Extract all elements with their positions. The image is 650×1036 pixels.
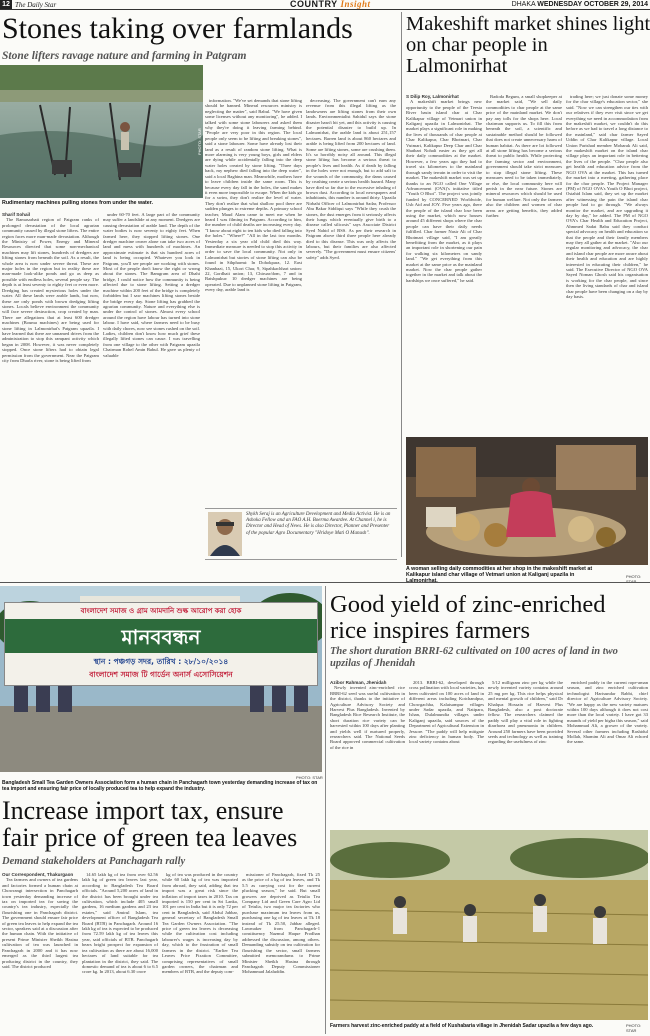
section-title [290, 0, 371, 9]
article2-byline: S Dilip Roy, Lalmonirhat [406, 94, 459, 99]
article3-text-2: 14.65 lakh kg of tea from over 62.56 lakh kg of green tea leaves last year, according to Bangladesh Tea Board officials. "Around 5,200 acres of land in the district has been brought under tea cultivation, which include 405 small gardens, 16 medium gardens and 23 tea estates," said Amirul Islam, tea development officer of Bangladesh Tea Board (BTB) in Panchagarh. Around 16 lakh kg of tea is expected to be produced from 72.59 lakh kg of tea leaves this year, said officials of BTB. Panchagarh bears bright prospect for expansion of tea cultivation as there are about 16,000 hectares of land suitable for tea plantation in the district, they said. The domestic demand of tea is about 6 to 6.5 crore kg. In 2013, about 6.30 crore [82, 872, 158, 975]
banner-main-text: মানববন্ধন [121, 625, 201, 649]
article2-col3 [566, 94, 648, 434]
article2-col2 [486, 94, 562, 434]
article4-headline: Good yield of zinc-enriched rice inspires farmers [330, 591, 606, 644]
banner-footer-text: বাংলাদেশ সমাজ টি গার্ডেন অনার্স এসোসিয়েশন [89, 670, 233, 679]
article1-text-3: information. "We've set demands that stone lifting should be banned. Mineral resources ministry is neglecting the matter", said Babul. "We have given some licenses without any monitoring", he added. I talked with some stone labourers and asked them why they're doing it leaving farming behind. "People are very poor in this region. The local people only seem to be lifting and breaking stones", said a stone labourer. Some have already lost their land as a result of random stone lifting. What is more alarming is very young boys, girls and elders are dying while accidentally falling into the deep water holes created by stone lifting. "Three days back, my nephew died falling into the deep water", said a local Baghina man. Meanwhile, mothers have to leave children inside the same room. This is because every day fall in the holes, the sand makes it even more impossible to escape. When the kids go for a swim, they don't realize the level of water. They don't realize that what shallow pool there are sudden plunges to extreme depths. A primary school teacher, Maud Alam came to meet me when he heard I was filming in Patgram. According to him, the number of child deaths are increasing every day. "I know about eight to ten kids who died falling into the holes." "Where?" "All in the last two months. Yesterday a six year old child died this way. Immediate measure is needed to stop this activity in order to save the local community. Not only in Lalmonirhat but stories of stone lifting can also be found in Sihpharmi: In Dohokpara, 12. East Khanbazi, 15, Ukori Char, 9, Sipahkachhari union: 22, Gordhaii union; 13, Chiruar/dom, 7 and in Baishpukur: 10 dredger machines are being operated. Due to unplanned stone lifting in Patgram, every day, arable land is [205, 98, 302, 293]
article3-col4 [242, 872, 320, 1034]
article2-text-1: A makeshift market brings new opportunity to the people of the Teesta River basin island char at Char Kalikapur village of Vetmari union in Kaliganj upazila in Lalmonirhat. The market plays a significant role in making the lives of thousands of char people at Char Kalikapur, Char Bhotmari, Char Vutmari, Kalikapur Deep Char and Char Shatbari Nohali easier as they get all their daily commodities at the market. However, a few years ago they had to travel six kilometres to the mainland through sandy terrain in order to visit the market. The makeshift market was set up thanks to an NGO called One Village Advancement (OVA)'s initiative titled "Youth O Bhoi". The project was jointly funded by CONCERNED Worldwide, Usb Aid and JOY. Five years ago, there the people of the island char lose been using the market, which now houses around 45 different shops where the char people can have their daily needs fulfilled. Char farmer Nasir Ali of Char Bhotmari village said, "I am greatly benefitting from the market, as it plays an important role in shortening our pain for walking six kilometres on sandy land." "We get everything from this market at the same price as the mainland market. Now the char people gather together in the market and talk about the hardships we once suffered," he said. [406, 99, 482, 283]
section-divider [0, 582, 650, 583]
paper-name: The Daily Star [15, 1, 57, 9]
article1-photo-credit: PHOTO: STAR [197, 128, 202, 155]
article3-photo-credit: PHOTO: STAR [296, 775, 323, 780]
article4-text-1: Newly invented zinc-enriched rice BRRI-62 seed was useful cultivation in the district, thanks to the initiative of Agriculture Advisory Society and Harvest Plus Bangladesh. Invented by Bangladesh Rice Research Institute, the short duration rice variety can be harvested within 100 days after planting and yields well if nurtured properly, researchers said. The National Seeds Board approved commercial cultivation of the rice in [330, 685, 405, 750]
article3-text-1: Tea farmers and owners of tea gardens and factories formed a human chain at Chowrangi intersection in Panchagarh town yesterday demanding increase of tax on imported tea for saving the country's tea industry, especially the flourishing one in Panchagarh district. The government should ensure fair price of green tea leaves to help expand the tea sector, speakers said at a discussion after the human chain. With the initiative of present Prime Minister Sheikh Hasina cultivation of tea was launched in Panchagarh in 2000 and it has now emerged as the third largest tea producing district in the country, they said. The district produced [2, 877, 78, 969]
section-name: COUNTRY [290, 0, 338, 9]
article3-subhead: Demand stakeholders at Panchagarh rally [2, 856, 186, 867]
article1-col3 [205, 98, 302, 670]
article2-caption: A woman selling daily commodities at her shop in the makeshift market at Kalikapur island char village of Vetmari union at Kaliganj upazila in [406, 566, 593, 579]
banner [4, 602, 318, 686]
article2-headline: Makeshift market shines light on char people in Lalmonirhat [406, 13, 650, 77]
article3-caption: Bangladesh Small Tea Garden Owners Association form a human chain in Panchagarh town yesterday demanding increase of tax on tea import and ensuring fair price of locally produced tea to help expand the industry. [2, 780, 318, 792]
article1-headline: Stones taking over farmlands [2, 12, 353, 45]
article3-col2 [82, 872, 158, 1034]
article4-byline: Azibor Rahman, Jhenidah [330, 680, 387, 685]
banner-top-line: বাংলাদেশ সমাজ ও গ্রাম আমদানি শুল্ক আরোপ করা হোক [80, 607, 242, 615]
banner-sub-text: স্থান : পঞ্চগড় সদর, তারিখ : ২৮/১০/২০১৪ [93, 657, 229, 666]
article3-byline: Our Correspondent, Thakurgaon [2, 872, 74, 877]
article4-text-2: 2013. BRRI-62, developed through cross pollination with local varieties, has been cultivated on 100 acres of land in different areas including Kotchandpur, Chowgachha, Kalaisampur villages under Sadar upazila, and Natipara, Ishan, Dulalmundia villages under Kaliganj upazila, said sources of the Department of Agricultural Extension in Jessore. "The paddy will help mitigate zinc deficiency in human body. The local variety contains about [409, 680, 484, 745]
article4-col2 [409, 680, 484, 826]
article1-subhead: Stone lifters ravage nature and farming in Patgram [2, 50, 247, 62]
article2-photo [406, 437, 648, 565]
article3-headline: Increase import tax, ensure fair price of green tea leaves [2, 796, 298, 852]
article1-text-4: decreasing. The government can't earn any revenue from this illegal lifting as the landowners are lifting stones from their own lands. Environmentalist Sahidul says the stone disaster hasn't hit yet, and this activity is causing the potential disaster to build up. In Lalmonirhat, the arable land is about 251,157 hectares. Barren land is about 860 hectares and arable is being lifted from 200 hectares of land. Some are lifting stones, some are crushing them. It's so horribly noisy all around. This illegal stone lifting has become a serious threat to people's lives and health. As if death by falling in the holes were not enough, but to add salt to the wounds of the community, the dams caused by crushing create a serious health hazard. Many have died so far due to the excessive inhaling of brown dust. According to local newspapers and inhabitants, this number is around thirty. Upazila Nirbahi Officer of Lalmonirhat Sadar, Professor Abu Bakar Siddiqui says "While they crush the stones, the dust emerges from it seriously affects their lungs which eventually give birth to a disease called silicosis" says Associate District Syed Nahid of BSS. As per their research in Patgram above third three people here already died to this disease. This was only affects the labours, but their families are also affected severely. "The government must ensure citizens' safety" adds Syed. [306, 98, 396, 260]
article3-col1 [2, 872, 78, 1034]
column-divider [401, 12, 402, 557]
article4-col1 [330, 680, 405, 826]
author-photo [208, 512, 242, 556]
article1-text-2: under 60-70 feet. A large part of the community may suffer a landslide at any moment. Dredgers are causing devastation of arable land. The depth of the water bodies is now seventy to eighty feet. When farmed here, they stopped lifting stones. One dredger machine owner alone can take two acres of land and mess with hundreds of machines. An approximate estimate is that six hundred acres of land is being occupied. Whatever you look in Patgram, you'll see people are working with stones. Most of the people don't know the right or wrong about the stones. The Bamgram area of Dhahi bridge, I could notice how the community is being affected due to stone lifting. Setting a dredger machine within 200 feet of the bridge is completely forbidden but I saw machines lifting stones beside the bridge every day. Stone lifting has grabbed the agrarian community. Nature and everything else is under the control of stones. Almost every school around the region have labour has turned into stone labour. I have said, where farmers need to be busy with daily chores, now see stones rushed on the soil. Ladies, children don't know how much grief these illegally lifted stones can cause. I was travelling from one village to the other with Patgram upazila Chairman Rohel Amin Babul. He gave us plenty of valuable [103, 212, 200, 358]
article2-text-3: trading here; we just donate some money for the char village's education sector," she said. "Now we can strengthen our ties with our relatives if they ever visit since we get everything we need in accommodation from the makeshift market, we couldn't do this before as we had to travel a long distance to the mainland," said char farmer Sayed Uddin of Char Kalikapur village. Local Union Parishad member Mobarak Ali said, the makeshift market on the island char village plays an important role in bettering the lives of the people. "Char people also get health and education advice from the NGO OVA at the market. This has turned the market into a meeting, gathering place for the char people. The Project Manager (PM) of NGO OVA's Youth O Bhoi project, Ostahid Islam said, they set up the market after witnessing the pain the island char people had to go through. "We always monitor the market, and are upgrading it day by day," he added. The PM of NGO OVA's Char Health and Education Project, Ahmmed Sadat Babu said they conduct special advocacy on health and education so that the people and their family members may they all gather at the market. "Also our regular monitoring and advocacy, the char and island char people are more aware about their health and education and are highly interested in educating their children," he said. The Executive Director of NGO OVA Sayed Noman Ghosh said his organisation is working for the char people, and since then the living standards of char and island char people have been changing on a day by day basis. [566, 94, 648, 300]
article4-photo-credit: PHOTO: STAR [626, 1023, 642, 1033]
article3-col3 [162, 872, 238, 1034]
article4-text-4: enriched paddy in the current rope-aman season, and zinc enriched cultivation technologist Harisundar Rabbi, chief director of Agriculture Advisory Society. "We are happy as the new variety matures within 100 days although it does not cost more than the local variety. I have got 33 maunds of yield per bigha this season," said Mohammad Ali, a grower of the variety. Several other farmers including Rashidul Mollah, Shamim Ali and Omar Ali echoed the same. [567, 680, 648, 745]
article4-text-3: 5/12 milligram zinc per kg while the newly invented variety contains around 25 mg per kg. This rice helps physical and mental growth of children," said Dr Khalquz Hossain of Harvest Plus Bangladesh, also a post doctorate fellow. The researchers claimed the paddy will play a vital role in fighting diarrhoea and pneumonia in children. Around 250 farmers have been provided seeds and technology as well as training regarding the usefulness of zinc [488, 680, 563, 745]
article1-col4 [306, 98, 396, 506]
article3-text-4: missioner of Panchagarh, fixed Tk 25 as the price of a kg of tea leaves, and Tk 5.5 as carrying cost for the current plucking season," he said. But small growers are deprived as Tetulia Tea Company Ltd and Green Care Agro Ltd of Tetulia, two major tea factories who purchase maximum tea leaves from us, purchasing one kg of tea leaves at Tk 18 instead of Tk 25.50, Jabbar alleged. Lawmaker from Panchagarh-1 constituency Nazmul Haque Prodhan addressed the discussion, among others. Demanding subsidy on tea cultivation for flourishing the sector, small farmers submitted memorandums to Prime Minister Sheikh Hasina through Panchagarh Deputy Commissioner Mohammad Jalaluddin. [242, 872, 320, 975]
page-number: 12 [0, 0, 12, 9]
article2-text-2: Badoda Begum, a small shopkeeper at the market said, "We sell daily commodities to char people at the same price of the mainland market. We don't pay any tolls for the shops here. Local chairman supports us. To fill this from beneath the soil, a scientific and sustainable method should be followed that does not create unnecessary harm of human habitat. As there are lot followed at all stone lifting has become a serious threat to public health. While protecting the farming sector and environment, government should take strict measures to stop illegal stone lifting. These measures need to be taken immediately, or else, the local community here will perish in the near future. Stones are mineral resources which should be used for human welfare. Not only the farmers also the children and women of char areas are getting benefits, they added further. [486, 94, 562, 218]
section-accent: Insight [340, 0, 371, 9]
dateline [512, 1, 648, 8]
column-divider-lower [325, 586, 326, 1034]
article1-photo [0, 65, 203, 198]
article1-byline: Sharif Sohail [2, 212, 31, 217]
article1-caption: Rudimentary machines pulling stones from under the water. [2, 200, 153, 206]
article2-photo-credit: PHOTO: [626, 574, 642, 579]
dateline-date: WEDNESDAY OCTOBER 29, 2014 [537, 1, 648, 8]
article4-subhead: The short duration BRRI-62 cultivated on 100 acres of land in two upzilas of Jhenidah [330, 646, 618, 669]
article4-col4 [567, 680, 648, 826]
article2-col1 [406, 94, 482, 434]
masthead [0, 0, 650, 10]
author-bio: Shykh Seraj is an Agriculture Development and Media Activist. He is an Ashoka Fellow and an FAO A.H. Boerma Awardee. At Channel i, he is Director and Head of News. He is also Director, Planner and Presenter of the popular Agro Documentary "Hridoye Mati O Manush". [246, 512, 391, 536]
article3-text-3: kg of tea was produced in the country while 60 lakh kg of tea was imported from abroad, they said, adding that tea import was a great risk since the inflation of import taxes in 2010. Tax on imported is 150 per cent in Sri Lanka, 101 per cent in India but it is only 72 per cent in Bangladesh, said Abdul Jabbar, general secretary of Bangladesh Small Tea Garden Owners Association. "The price of green tea leaves is decreasing while the cultivation cost including labourer's wages is increasing day by day, which to the frustration of small farmers in the district. "Earlier Tea Leaves Price Fixation Committee, comprising representatives of small garden owners, the chairman and members of BTB, and the deputy com- [162, 872, 238, 975]
dateline-city: DHAKA [511, 1, 536, 8]
article1-text-1: The Ramasarhati region of Patgram ranks of prolonged devastation of the local agrarian community caused by illegal stone lifters. The entire region faces more man-made devastation. Although the Ministry of Power, Energy and Mineral Resources directed that some non-mechanical machines may lift stones, hundreds of dredgers are lifting stones from beneath the soil. As a result, the whole area is now under severe threat. These are major holes in the region but in reality these are man-made look-alike ponds and go as deep as possible with endless holes, several people say. The depth is at least seventy to eighty feet or even more. Dredging has created mysterious holes under the water. All these lands were arable lands, but now, these are only ponds with brown dredging lifting stones. Locals believe environment the community will face severe destruction, crop created by man. There are allegations that at least 600 dredger machines (Bouma machines) are being used for stone lifting in Lalmonirhat's Patgram upazila. I have learned that there are unnamed drives from the administration to stop this rampant activity which began in 2008. However, it was never completely stopped. Once stone lifters had to obtain legal permission from the government. Near the Patgram city from Dharla river, stone is being lifted from [2, 217, 99, 363]
article4-caption: Farmers harvest zinc-enriched paddy at a field of Kushabaria village in Jhenidah Sadar upazila a few days ago. [330, 1023, 594, 1029]
article4-col3 [488, 680, 563, 826]
article4-photo [330, 830, 648, 1020]
